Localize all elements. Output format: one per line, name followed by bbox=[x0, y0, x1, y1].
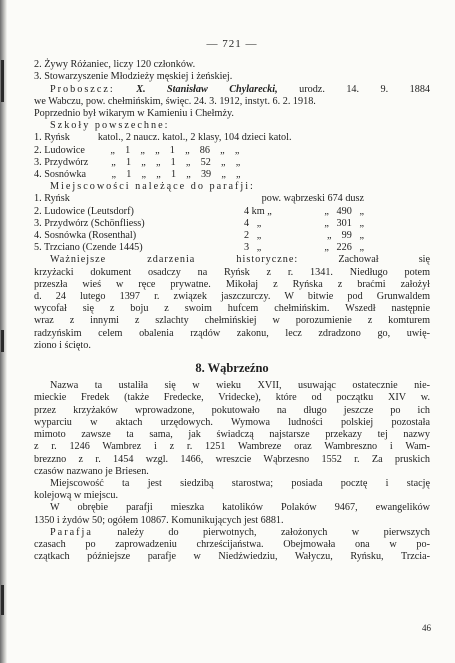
text-line: Miejscowość ta jest siedzibą starostwa; posiada pocztę i stację bbox=[50, 477, 430, 489]
schools-heading: Szkoły powszechne: bbox=[50, 120, 170, 132]
history-label: Ważniejsze zdarzenia historyczne: bbox=[50, 254, 299, 266]
school-row: 1. Ryńsk katol., 2 naucz. katol., 2 klasy, 104 dzieci katol. bbox=[34, 132, 292, 144]
text-line: wraz z innymi z szlachty chełmińskiej w porozumienie z komturem bbox=[34, 315, 430, 327]
places-heading: Miejscowości należące do parafji: bbox=[50, 181, 255, 193]
school-row: 4. Sosnówka „ 1 „ „ 1 „ 39 „ „ bbox=[34, 169, 241, 181]
text-line: czasów nazwano je Briesen. bbox=[34, 465, 149, 477]
parafja-label: Parafja bbox=[50, 526, 93, 538]
text-line: radzyńskim celem obalenia rządów zakonu, lecz zdradzono go, uwię- bbox=[34, 327, 430, 339]
text-line: Poprzednio był wikarym w Kamieniu i Chełmży. bbox=[34, 108, 234, 120]
binding-mark bbox=[1, 585, 4, 615]
place-population: „ 490 „ bbox=[324, 205, 364, 217]
place-row bbox=[34, 218, 430, 230]
text-line: 1350 i żydów 50; ogółem 10867. Komunikujących jest 6881. bbox=[34, 514, 284, 526]
school-row: 2. Ludowice „ 1 „ „ 1 „ 86 „ „ bbox=[34, 144, 240, 156]
text-line: brezzno z r. 1454 wzgl. 1466, wreszcie Wąbrzesno 1552 r. Za pruskich bbox=[34, 453, 430, 465]
section-heading: 8. Wąbrzeźno bbox=[195, 361, 269, 376]
place-population: „ 99 „ bbox=[326, 230, 364, 242]
place-name: 5. Trzciano (Czende 1445) bbox=[34, 242, 143, 254]
text-line: z r. 1246 Wambrez i z r. 1251 Wambreze oraz Wambreszno i Wam- bbox=[34, 441, 430, 453]
place-distance: 3 „ bbox=[244, 242, 262, 254]
place-row bbox=[34, 193, 430, 205]
place-name: 3. Przydwórz (Schönfliess) bbox=[34, 217, 145, 229]
place-row bbox=[34, 230, 430, 242]
printer-signature: 46 bbox=[422, 623, 431, 633]
text-line: mimoto zawsze ta sama, jak świadczą najstarsze przekazy tej nazwy bbox=[34, 429, 430, 441]
text-line: przeszła wieś w ręce prywatne. Mikołaj z Ryńska z braćmi założył bbox=[34, 278, 430, 290]
place-distance: 4 „ bbox=[244, 217, 262, 229]
place-name: 4. Sosnówka (Rosenthal) bbox=[34, 230, 137, 242]
place-population: „ 301 „ bbox=[324, 217, 364, 229]
binding-mark bbox=[1, 60, 4, 102]
text-line: Nazwa ta ustaliła się w wieku XVII, usuwając ostatecznie nie- bbox=[50, 380, 430, 392]
parafja-line bbox=[34, 527, 430, 539]
place-population: „ 226 „ bbox=[324, 242, 364, 254]
place-name: 1. Ryńsk bbox=[34, 193, 70, 205]
text-line: we Wabczu, pow. chełmińskim, święc. 24. 3. 1912, instyt. 6. 2. 1918. bbox=[34, 95, 316, 107]
school-row: 3. Przydwórz „ 1 „ „ 1 „ 52 „ „ bbox=[34, 156, 241, 168]
page-number: — 721 — bbox=[206, 38, 258, 50]
text-line: czątkach późniejsze parafje w Niedźwiedziu, Wałyczu, Ryńsku, Trzcia- bbox=[34, 551, 430, 563]
text-line: d. 24 lutego 1397 r. związek jaszczurczy. W bitwie pod Grunwaldem bbox=[34, 291, 430, 303]
proboszcz-label: Proboszcz: bbox=[50, 83, 115, 95]
text-line: wyparciu w aktach urzędowych. Wymowa ludności polskiej pozostała bbox=[34, 416, 430, 428]
binding-mark bbox=[1, 330, 4, 352]
text-line: krzyżacki dokument osadczy na Ryńsk z r. 1341. Niedługo potem bbox=[34, 266, 430, 278]
place-distance: 2 „ bbox=[244, 230, 262, 242]
proboszcz-name: X. Stanisław Chylarecki, bbox=[136, 83, 278, 95]
text-line: kolejową w miejscu. bbox=[34, 490, 119, 502]
place-row bbox=[34, 206, 430, 218]
place-distance: 4 km „ bbox=[244, 205, 272, 217]
text-line: 2. Żywy Różaniec, liczy 120 członków. bbox=[34, 59, 196, 71]
text-line: czasach po zaprowadzeniu chrześcijaństwa. Obejmowała ona w po- bbox=[34, 538, 430, 550]
text-line: mieckie Fredek (także Fredecke, Vridecke), które od początku XIV w. bbox=[34, 392, 430, 404]
proboszcz-birth: urodz. 14. 9. 1884 bbox=[299, 83, 431, 95]
history-text: Zachował się bbox=[338, 254, 431, 266]
proboszcz-line bbox=[34, 84, 430, 96]
place-row bbox=[34, 242, 430, 254]
place-name: 2. Ludowice (Leutsdorf) bbox=[34, 205, 134, 217]
parafja-text: należy do pierwotnych, założonych w pierwszych bbox=[117, 526, 431, 538]
binding-gutter bbox=[0, 0, 7, 663]
text-line: ziono i ścięto. bbox=[34, 339, 91, 351]
text-line: 3. Stowarzyszenie Młodzieży męskiej i żeńskiej. bbox=[34, 71, 233, 83]
text-line: W obrębie parafji mieszka katolików Polaków 9467, ewangelików bbox=[50, 502, 430, 514]
place-info: pow. wąbrzeski 674 dusz bbox=[261, 193, 364, 205]
text-line: przez krzyżaków wprowadzone, pokutowało na długo jeszcze po ich bbox=[34, 404, 430, 416]
history-line bbox=[34, 254, 430, 266]
page-content bbox=[34, 38, 430, 563]
text-line: wycofał się z boju z swoim hufcem chełmińskim. Wszedł następnie bbox=[34, 303, 430, 315]
